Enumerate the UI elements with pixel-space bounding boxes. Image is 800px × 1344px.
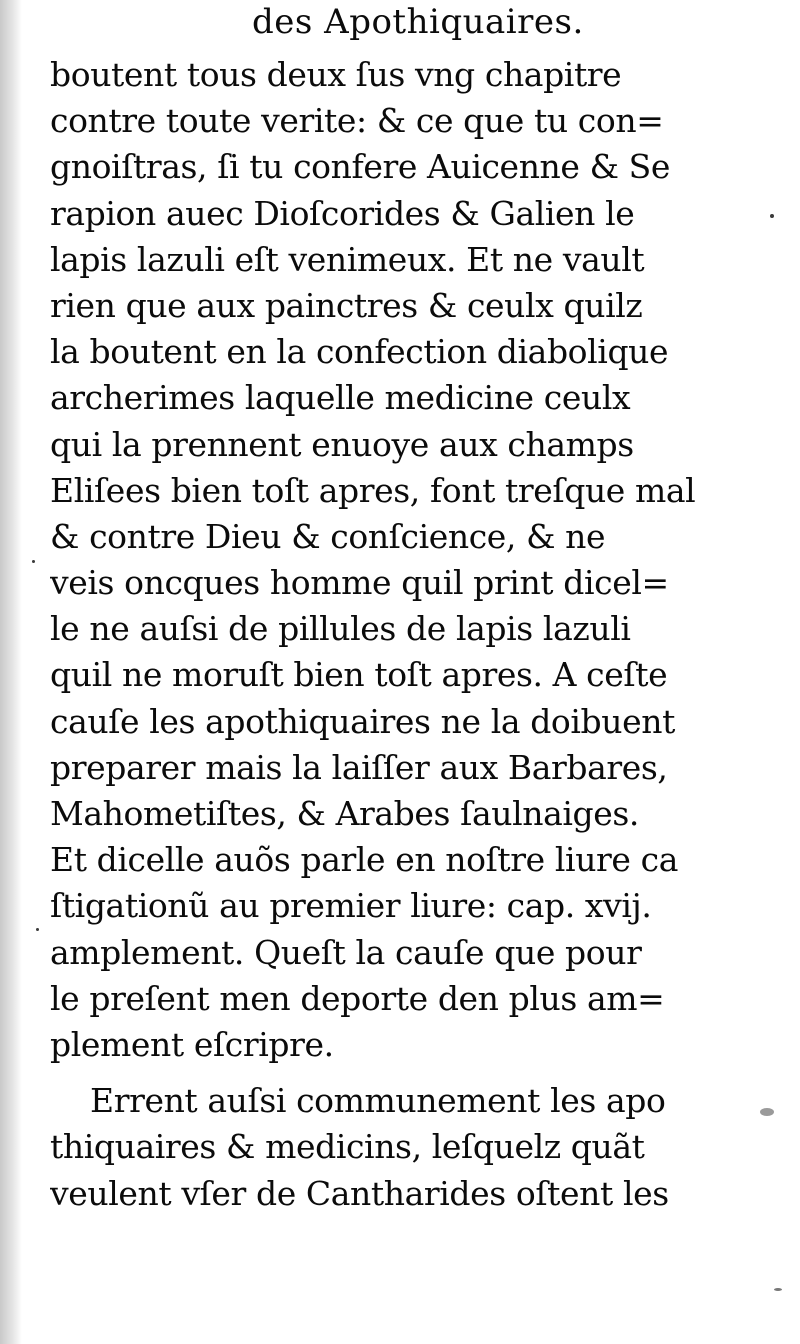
text-line: la boutent en la confection diabolique <box>50 332 669 372</box>
text-line: archerimes laquelle medicine ceulx <box>50 378 631 418</box>
ink-speck <box>32 560 35 563</box>
text-line: rien que aux painctres & ceulx quilz <box>50 285 643 325</box>
text-line: Mahometiſtes, & Arabes ſaulnaiges. <box>50 794 640 833</box>
text-line: amplement. Queſt la cauſe que pour <box>50 932 642 972</box>
text-line: cauſe les apothiquaires ne la doibuent <box>50 701 675 741</box>
text-line: qui la prennent enuoye aux champs <box>50 424 634 464</box>
paragraph-gap <box>50 1068 740 1078</box>
text-line: preparer mais la laiſſer aux Barbares, <box>50 747 668 787</box>
text-line: Eliſees bien toſt apres, font treſque mal <box>50 470 696 510</box>
text-line: veis oncques homme quil print dicel= <box>50 563 669 603</box>
ink-speck <box>774 1288 782 1291</box>
text-line: boutent tous deux ſus vng chapitre <box>50 55 622 94</box>
text-line: lapis lazuli eſt venimeux. Et ne vault <box>50 239 645 279</box>
text-line: le preſent men deporte den plus am= <box>50 978 665 1018</box>
text-line: Errent auſsi communement les apo <box>90 1081 666 1121</box>
text-line: le ne auſsi de pillules de lapis lazuli <box>50 609 631 649</box>
ink-speck <box>36 928 39 931</box>
paragraph <box>50 1078 740 1217</box>
text-line: contre toute verite: & ce que tu con= <box>50 101 664 141</box>
body-text <box>50 52 740 1217</box>
text-line: rapion auec Dioſcorides & Galien le <box>50 193 635 233</box>
text-line: gnoiſtras, ſi tu confere Auicenne & Se <box>50 147 671 187</box>
ink-speck <box>770 214 774 218</box>
ink-speck <box>760 1108 774 1116</box>
text-line: & contre Dieu & conſcience, & ne <box>50 516 606 556</box>
running-title: des Apothiquaires. <box>252 2 584 42</box>
text-line: ſtigationũ au premier liure: cap. xvij. <box>50 886 652 926</box>
text-line: plement eſcripre. <box>50 1024 334 1064</box>
text-line: veulent vſer de Cantharides oſtent les <box>50 1173 669 1213</box>
paragraph <box>50 52 740 1068</box>
text-line: Et dicelle auõs parle en noſtre liure ca <box>50 840 678 880</box>
text-line: quil ne moruſt bien toſt apres. A ceſte <box>50 655 668 695</box>
text-line: thiquaires & medicins, leſquelz quãt <box>50 1127 645 1167</box>
